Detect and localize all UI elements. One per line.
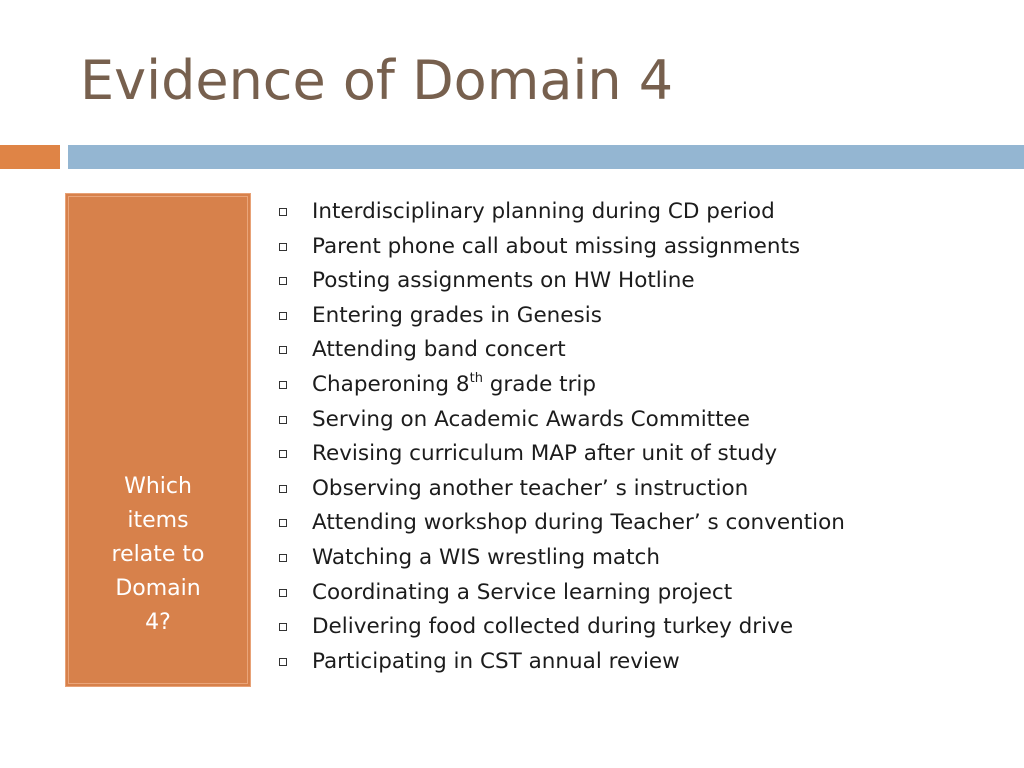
square-bullet-icon (279, 312, 287, 320)
accent-bar-blue (68, 145, 1024, 169)
list-item-text: Attending workshop during Teacher’ s convention (312, 510, 845, 536)
list-item-text: Serving on Academic Awards Committee (312, 406, 750, 432)
list-item (270, 300, 845, 335)
square-bullet-icon (279, 277, 287, 285)
list-item-text: Interdisciplinary planning during CD period (312, 199, 775, 224)
list-item-text: Participating in CST annual review (312, 648, 680, 674)
list-item-text: Revising curriculum MAP after unit of study (312, 441, 778, 467)
list-item (270, 577, 845, 612)
list-item (270, 265, 845, 300)
callout-line: Which (124, 474, 192, 499)
square-bullet-icon (279, 450, 287, 458)
list-item-text: Watching a WIS wrestling match (312, 544, 660, 570)
list-item-text: Posting assignments on HW Hotline (312, 268, 695, 294)
list-item (270, 611, 845, 646)
square-bullet-icon (279, 589, 287, 597)
callout-line: relate to (111, 542, 205, 567)
list-item-text: Attending band concert (312, 337, 566, 363)
square-bullet-icon (279, 346, 287, 354)
list-item-text-continued: grade trip (482, 371, 597, 397)
square-bullet-icon (279, 381, 287, 389)
square-bullet-icon (279, 243, 287, 251)
square-bullet-icon (279, 208, 287, 216)
callout-box (65, 193, 251, 687)
list-item (270, 473, 845, 508)
list-item (270, 196, 845, 231)
callout-text (66, 470, 250, 640)
bullet-list (270, 196, 845, 680)
list-item (270, 231, 845, 266)
square-bullet-icon (279, 658, 287, 666)
list-item-text: Entering grades in Genesis (312, 302, 602, 328)
list-item-text: Chaperoning 8 (312, 371, 470, 397)
list-item-text: Coordinating a Service learning project (312, 579, 733, 605)
square-bullet-icon (279, 485, 287, 493)
list-item-text: Parent phone call about missing assignments (312, 233, 801, 259)
list-item (270, 334, 845, 369)
accent-bar-orange (0, 145, 60, 169)
list-item-text: Delivering food collected during turkey drive (312, 614, 794, 640)
callout-line: 4? (145, 610, 171, 635)
ordinal-superscript: th (469, 370, 483, 386)
list-item (270, 438, 845, 473)
list-item (270, 369, 845, 404)
list-item (270, 404, 845, 439)
list-item-text: Observing another teacher’ s instruction (312, 475, 749, 501)
callout-line: items (127, 508, 189, 533)
square-bullet-icon (279, 519, 287, 527)
list-item (270, 542, 845, 577)
list-item (270, 507, 845, 542)
square-bullet-icon (279, 554, 287, 562)
square-bullet-icon (279, 416, 287, 424)
callout-line: Domain (115, 576, 201, 601)
slide-title: Evidence of Domain 4 (80, 49, 674, 112)
square-bullet-icon (279, 623, 287, 631)
list-item (270, 646, 845, 681)
